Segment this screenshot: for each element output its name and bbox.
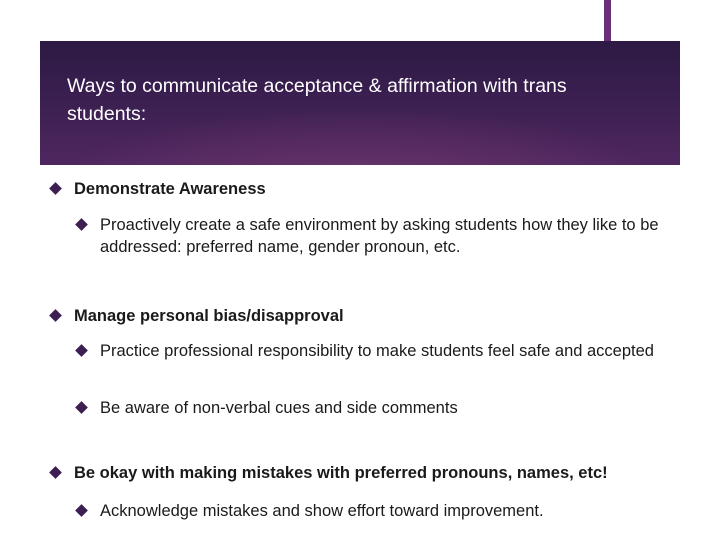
diamond-bullet-icon xyxy=(75,344,88,357)
sub-bullet-item xyxy=(100,214,700,258)
sub-bullet-text: Practice professional responsibility to make students feel safe and accepted xyxy=(100,342,654,360)
diamond-bullet-icon xyxy=(75,218,88,231)
sub-bullet-item xyxy=(100,500,700,522)
sub-bullet-text: Proactively create a safe environment by asking students how they like to be addressed: preferred name, gender pronoun, etc. xyxy=(100,216,659,256)
bullet-heading: Manage personal bias/disapproval xyxy=(74,307,344,325)
bullet-item xyxy=(74,462,704,484)
sub-bullet-item xyxy=(100,397,700,419)
bullet-item xyxy=(74,305,694,327)
diamond-bullet-icon xyxy=(49,309,62,322)
slide-title: Ways to communicate acceptance & affirmation with trans students: xyxy=(67,75,567,125)
diamond-bullet-icon xyxy=(49,182,62,195)
bullet-item xyxy=(74,178,694,200)
sub-bullet-item xyxy=(100,340,660,362)
sub-bullet-text: Acknowledge mistakes and show effort toward improvement. xyxy=(100,502,544,520)
bullet-heading: Be okay with making mistakes with preferred pronouns, names, etc! xyxy=(74,464,608,482)
diamond-bullet-icon xyxy=(75,401,88,414)
sub-bullet-text: Be aware of non-verbal cues and side comments xyxy=(100,399,458,417)
diamond-bullet-icon xyxy=(49,466,62,479)
diamond-bullet-icon xyxy=(75,504,88,517)
bullet-heading: Demonstrate Awareness xyxy=(74,180,266,198)
